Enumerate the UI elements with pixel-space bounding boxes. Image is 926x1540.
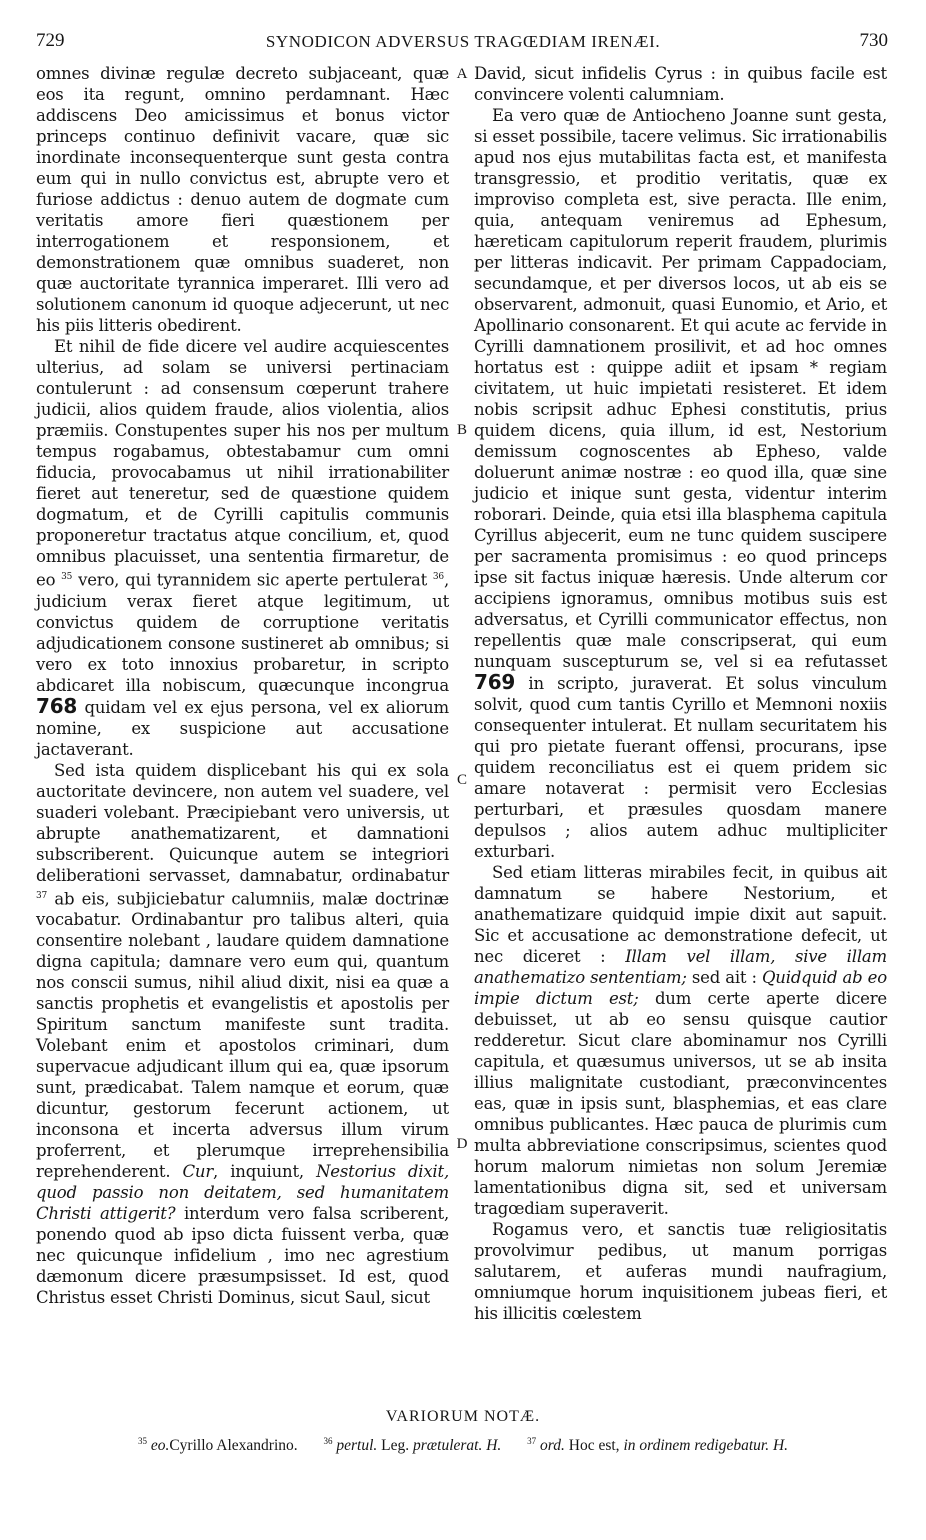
running-title: SYNODICON ADVERSUS TRAGŒDIAM IRENÆI. xyxy=(265,32,661,51)
page-number-right: 730 xyxy=(859,30,888,51)
text-run: , judicium verax fieret atque legitimum, ut convictus quidem de corruptione veritatis adjudicationem consone sustineret ab omnibus; si vero ex toto innoxius probaretur, in scripto abdicaret illa nobiscum, quæcunque incongrua xyxy=(36,570,450,695)
right-paragraph-2 xyxy=(474,105,887,862)
margin-marker-c: C xyxy=(456,772,467,788)
margin-marker-b: B xyxy=(456,422,467,438)
footnote-ref-37: 37 xyxy=(36,890,48,901)
footnote-35: $^{35}$ eo.Cyrillo Alexandrino. xyxy=(137,1436,298,1455)
text-run: Sed ista quidem displicebant his qui ex sola auctoritate devincere, non autem vel suadere, vel suaderi volebant. Præcipiebant vero universis, ut abrupte anathematizarent, et damnationi subscriberent. Quicunque autem se integriori deliberationi servasset, damnabatur, ordinabatur xyxy=(36,760,449,885)
page-number-left: 729 xyxy=(36,30,65,51)
column-number-768: 768 xyxy=(36,693,78,718)
margin-marker-a: A xyxy=(456,66,468,82)
footnote-37: $^{37}$ ord. Hoc est, in ordinem redigebatur. H. xyxy=(527,1436,789,1455)
left-paragraph-1: omnes divinæ regulæ decreto subjaceant, quæ eos ita regunt, omnino perdamnant. Hæc addiscens Deo amicissimus et bonus victor princeps continuo definivit vacare, quæ sic inordinate inconsequenterque sunt gesta contra eum qui in nullo convictus est, abrupte vero et furiose addictus : denuo autem de dogmate cum veritatis amore fieri quæstionem per interrogationem et responsionem, et demonstrationem quæ omnibus suaderet, non quæ auctoritate tyrannica imperaret. Illi vero ad solutionem canonum id quoque adjecerunt, ut nec his piis litteris obedirent. xyxy=(36,64,449,335)
text-run: Sed etiam litteras mirabiles fecit, in quibus ait damnatum se habere Nestorium, et anathematizare quidquid impie dixit aut sapuit. Sic et accusatione ac demonstratione defecit, ut nec diceret : xyxy=(474,863,887,966)
text-run-italic: Illam vel illam, sive illam anathematizo sententiam; xyxy=(474,947,887,987)
right-paragraph-1: David, sicut infidelis Cyrus : in quibus facile est convincere volenti calumniam. xyxy=(474,64,887,104)
margin-marker-d: D xyxy=(456,1136,468,1152)
column-number-769: 769 xyxy=(474,670,516,694)
notes-title: VARIORUM NOTÆ. xyxy=(385,1408,541,1425)
left-paragraph-2 xyxy=(36,336,449,760)
text-run: ab eis, subjiciebatur calumniis, malæ doctrinæ vocabatur. Ordinabantur pro talibus alteri, quia consentire nolebant , laudare quidem damnatione digna capitula; damnare vero eum qui, quantum nos conscii sumus, nihil aliud dixit, nisi ea quæ a sanctis prophetis et evangelistis et apostolis per Spiritum sanctum manifeste sunt tradita. Volebant enim et apostolos criminari, dum supervacue adjudicant illum qui ea, quæ ipsorum sunt, prædicabat. Talem namque et eorum, quæ dicuntur, gestorum fecerunt actionem, ut inconsona et incerta adversus illum virum proferrent, et plerumque irreprehensibilia reprehenderent. xyxy=(36,889,449,1181)
footnotes xyxy=(36,1436,890,1455)
text-run: vero, qui tyrannidem sic aperte pertulerat xyxy=(72,570,433,590)
text-run: dum certe aperte dicere debuisset, ut ab eo sensu quisque cautior redderetur. Sicut clare abominamur nos Cyrilli capitula, et quæsumus universos, ut se ab insita illius malignitate custodiant, præconvincentes eas, quæ in ipsis sunt, blasphemias, et eas clare omnibus publicantes. Hæc pauca de plurimis cum multa abbreviatione conscripsimus, scientes quod horum malorum nimietas non solum Jeremiæ lamentationibus digna sit, sed et universam tragœdiam superaverit. xyxy=(474,989,888,1218)
left-paragraph-3 xyxy=(36,760,449,1309)
text-run: quidam vel ex ejus persona, vel ex aliorum nomine, ex suspicione aut accusatione jactaverant. xyxy=(36,697,449,759)
text-run: sed ait : xyxy=(686,968,762,987)
footnote-ref-36: 36 xyxy=(432,572,444,582)
text-run-italic: Nestorius dixit, quod passio non deitatem, sed humanitatem Christi attigerit? xyxy=(36,1162,449,1223)
text-run: , inquiunt, xyxy=(213,1162,317,1181)
text-run: Et nihil de fide dicere vel audire acquiescentes ulterius, ad solam se universi pertinaciam contulerunt : ad consensum cœperunt trahere judicii, alios quidem fraude, alios violentia, alios præmiis. Constupentes super his nos per multum tempus rogabamus, obtestabamur cum omni fiducia, provocabamus ut nihil irrationabiliter fieret aut teneretur, sed de quæstione quidem dogmatum, et de Cyrilli capitulis communis proponeretur tractatus atque concilium, et, quod omnibus placuisset, una sententia firmaretur, de eo xyxy=(36,337,449,590)
right-paragraph-4: Rogamus vero, et sanctis tuæ religiositatis provolvimur pedibus, ut manum porrigas salutarem, et auferas mundi naufragium, omniumque horum inquisitionem jubeas fieri, et his illicitis cœlestem xyxy=(474,1220,887,1323)
right-paragraph-3 xyxy=(474,862,887,1219)
footnote-36: $^{36}$ pertul. Leg. prætulerat. H. xyxy=(323,1436,502,1455)
text-run: interdum vero falsa scriberent, ponendo quod ab ipso dicta fuissent verba, quæ nec quicunque infidelium , imo nec agrestium dæmonum dicere præsumpsisset. Id est, quod Christus esset Christi Dominus, sicut Saul, sicut xyxy=(36,1204,450,1307)
page-header xyxy=(30,30,896,56)
text-run: Ea vero quæ de Antiocheno Joanne sunt gesta, si esset possibile, tacere velimus. Sic irrationabilis apud nos ejus mutabilitas facta est, et manifesta transgressio, et proditio veritatis, quæ ex improviso completa est, sive peracta. Ille enim, quia, antequam veniremus ad Ephesum, hæreticam capitulorum reperit fraudem, plurimis per litteras indicavit. Per primam Cappadociam, secundamque, et per diversos locos, ut ab eis se observarent, admonuit, quasi Eunomio, et Ario, et Apollinario consonarent. Et qui acute ac fervide in Cyrilli damnationem prosilivit, et ad hoc omnes hortatus est : quippe adiit et ipsam * regiam civitatem, ut huic impietati resisteret. Et idem nobis scripsit adhuc Ephesi constitutis, prius quidem dicens, quia illum, id est, Nestorium demissum cognoscentes ab Epheso, valde doluerunt animæ nostræ : eo quod illa, quæ sine judicio et inique sunt gesta, videntur interim roborari. Deinde, quia etsi illa blasphema capitula Cyrillus abjecerit, eum ne tunc quidem suscipere per sacramenta promisimus : eo quod princeps ipse sit factus iniquæ hæresis. Unde alterum cor accipiens ignoramus, omnibus motibus suis est adversatus, et Cyrilli communicator effectus, non repellentis quæ male conscripserat, qui eum nunquam suscepturum se, vel si ea refutasset xyxy=(474,106,887,671)
text-run-italic: Quidquid ab eo impie dictum est; xyxy=(474,968,887,1008)
right-column xyxy=(474,63,887,1324)
footnote-ref-35: 35 xyxy=(61,572,73,582)
text-run-italic: Cur xyxy=(182,1162,214,1181)
text-run: in scripto, juraverat. Et solus vinculum solvit, quod cum tantis Cyrillo et Memnoni noxiis consequenter intulerat. Et nullam securitatem his qui pro pietate fuerant offensi, procurans, ipse quidem reconciliatus est ei quem pridem sic amare notaverat : permisit vero Ecclesias perturbari, et præsules quosdam manere depulsos ; alios autem adhuc multipliciter exturbari. xyxy=(474,674,887,861)
left-column xyxy=(36,63,449,1308)
